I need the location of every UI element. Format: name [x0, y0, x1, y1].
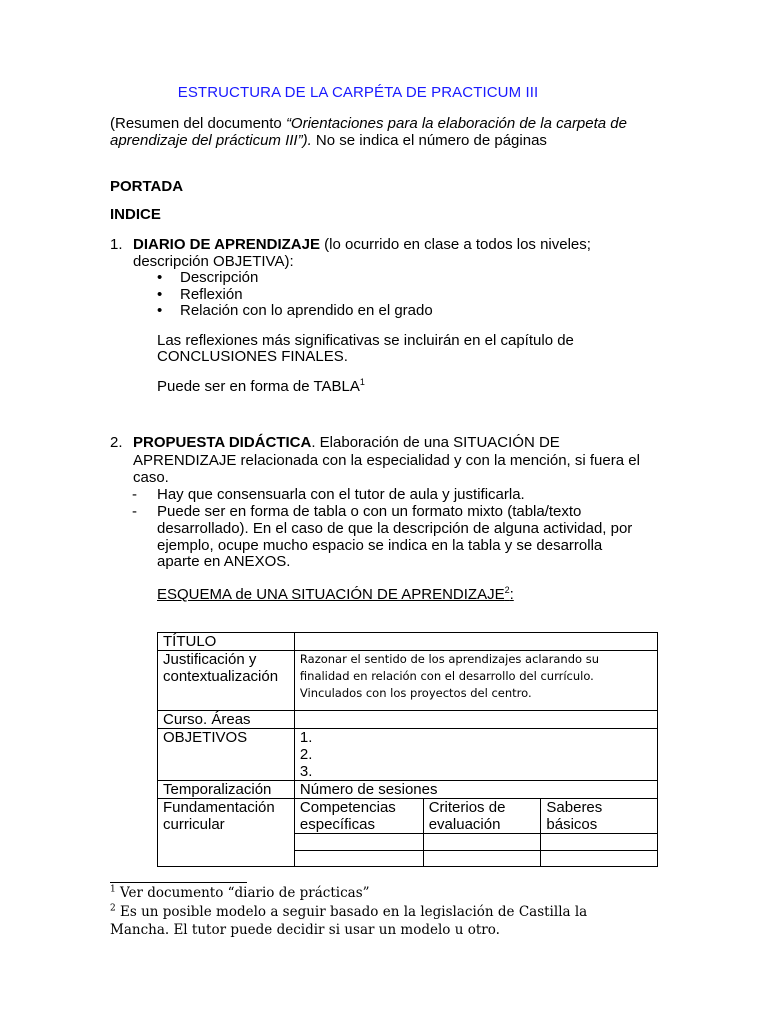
intro-suffix: No se indica el número de páginas: [311, 132, 547, 149]
heading-portada: PORTADA: [110, 178, 184, 195]
intro-paragraph: [110, 115, 670, 149]
footnote-text: Ver documento “diario de prácticas”: [115, 885, 370, 901]
section2-dash1: Hay que consensuarla con el tutor de aula y justificarla.: [157, 486, 525, 503]
footnote-mark: 1: [110, 884, 116, 895]
esquema-heading: [157, 586, 514, 603]
cell-titulo-value: [294, 633, 657, 651]
footnote-ref-1: 1: [359, 377, 365, 387]
section1-text-line2: descripción OBJETIVA):: [133, 253, 294, 270]
table-row: [158, 651, 658, 711]
cell-justificacion-note: Razonar el sentido de los aprendizajes aclarando su finalidad en relación con el desarrollo del currículo. Vinculados con los proyectos del centro.: [294, 651, 657, 711]
cell-criterios: Criterios de evaluación: [423, 799, 541, 834]
cell-competencias: Competencias específicas: [294, 799, 423, 834]
empty-cell: [294, 851, 423, 867]
intro-italic: “Orientaciones para la elaboración de la carpeta de aprendizaje del prácticum III”).: [110, 115, 627, 149]
footnote-separator: [110, 882, 247, 883]
empty-cell: [423, 834, 541, 851]
section2-text-line1: . Elaboración de una SITUACIÓN DE: [311, 434, 560, 451]
dash-marker: -: [132, 486, 137, 503]
empty-cell: [541, 851, 658, 867]
bullet-dot: •: [157, 286, 163, 303]
document-title: ESTRUCTURA DE LA CARPÉTA DE PRACTICUM III: [177, 84, 539, 101]
cell-objetivos-list: [294, 729, 657, 781]
intro-prefix: (Resumen del documento: [110, 115, 286, 132]
cell-sesiones: Número de sesiones: [294, 781, 657, 799]
cell-saberes: Saberes básicos: [541, 799, 658, 834]
section1-number: 1.: [110, 236, 123, 253]
section1-heading-line: [133, 236, 653, 253]
section2-dash2-line: Puede ser en forma de tabla o con un formato mixto (tabla/texto: [157, 503, 582, 520]
bullet-item: Descripción: [180, 269, 259, 286]
section2-dash2-line: aparte en ANEXOS.: [157, 553, 291, 570]
objetivo-item: 1.: [299, 729, 313, 746]
footnote-ref-2: 2: [504, 585, 510, 595]
section2-dash2-line: ejemplo, ocupe mucho espacio se indica en la tabla y se desarrolla: [157, 537, 603, 554]
objetivo-item: 3.: [299, 763, 313, 780]
section1-note-line2: CONCLUSIONES FINALES.: [157, 348, 348, 365]
footnote-1: [110, 884, 650, 902]
cell-curso-label: Curso. Áreas: [158, 711, 295, 729]
section2-heading-line: [133, 434, 673, 451]
table-row: [158, 799, 658, 834]
footnote-2: [110, 903, 650, 939]
cell-titulo-label: TÍTULO: [158, 633, 295, 651]
section1-heading: DIARIO DE APRENDIZAJE: [133, 236, 320, 253]
cell-temporalizacion-label: Temporalización: [158, 781, 295, 799]
table-row: [158, 781, 658, 799]
section2-heading: PROPUESTA DIDÁCTICA: [133, 434, 312, 451]
esquema-colon: :: [509, 586, 514, 603]
section1-note-line1: Las reflexiones más significativas se incluirán en el capítulo de: [157, 332, 574, 349]
section2-text-line3: caso.: [133, 469, 169, 486]
esquema-text: ESQUEMA de UNA SITUACIÓN DE APRENDIZAJE: [157, 586, 505, 603]
cell-curso-value: [294, 711, 657, 729]
situacion-aprendizaje-table: [157, 632, 658, 867]
table-row: [158, 711, 658, 729]
cell-objetivos-label: OBJETIVOS: [158, 729, 295, 781]
bullet-item: Reflexión: [180, 286, 243, 303]
empty-cell: [423, 851, 541, 867]
empty-cell: [541, 834, 658, 851]
section2-text-line2: APRENDIZAJE relacionada con la especialidad y con la mención, si fuera el: [133, 452, 640, 469]
section1-tabla-note: [157, 378, 365, 395]
footnote-mark: 2: [110, 903, 116, 914]
table-row: [158, 633, 658, 651]
footnote-text: Es un posible modelo a seguir basado en la legislación de Castilla la Mancha. El tutor puede decidir si usar un modelo u otro.: [110, 904, 588, 938]
empty-cell: [294, 834, 423, 851]
bullet-dot: •: [157, 269, 163, 286]
section2-number: 2.: [110, 434, 123, 451]
heading-indice: INDICE: [110, 206, 161, 223]
dash-marker: -: [132, 503, 137, 520]
tabla-text: Puede ser en forma de TABLA: [157, 378, 360, 395]
section2-dash2-line: desarrollado). En el caso de que la descripción de alguna actividad, por: [157, 520, 633, 537]
cell-fundamentacion-label: Fundamentación curricular: [158, 799, 295, 867]
bullet-dot: •: [157, 302, 163, 319]
cell-justificacion-label: Justificación y contextualización: [158, 651, 295, 711]
section1-text-line1: (lo ocurrido en clase a todos los niveles;: [319, 236, 591, 253]
table-row: [158, 729, 658, 781]
bullet-item: Relación con lo aprendido en el grado: [180, 302, 433, 319]
objetivo-item: 2.: [299, 746, 313, 763]
